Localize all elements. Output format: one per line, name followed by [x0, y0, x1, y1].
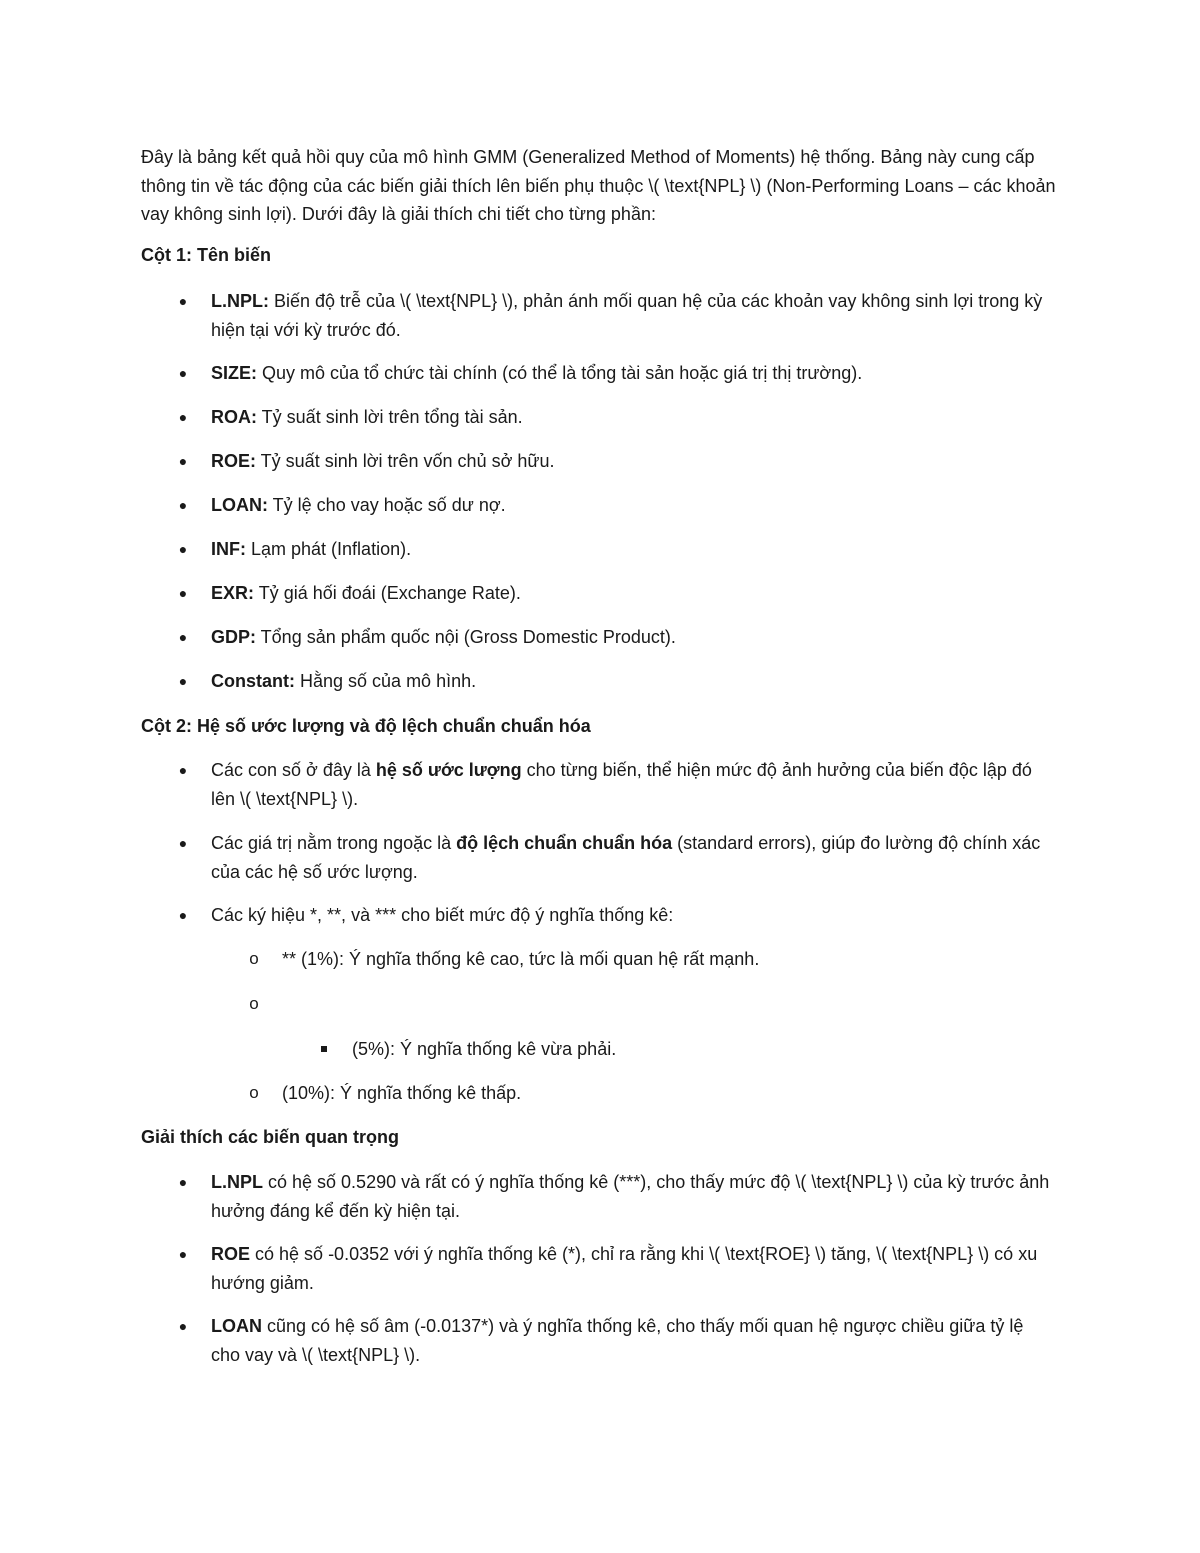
list-item — [178, 491, 1051, 520]
term-label: L.NPL: — [211, 291, 269, 311]
item-text: có hệ số 0.5290 và rất có ý nghĩa thống kê (***), cho thấy mức độ \( \text{NPL} \) của kỳ trước ảnh hưởng đáng kể đến kỳ hiện tại. — [211, 1172, 1050, 1221]
list-item — [178, 535, 1051, 564]
item-text: Lạm phát (Inflation). — [246, 539, 412, 559]
bullet-icon: ● — [178, 907, 188, 923]
list-item — [178, 287, 1051, 344]
bullet-icon: ● — [178, 835, 188, 851]
term-label: ROE: — [211, 451, 256, 471]
term-label: EXR: — [211, 583, 255, 603]
item-text: có hệ số -0.0352 với ý nghĩa thống kê (*), chỉ ra rằng khi \( \text{ROE} \) tăng, \( \text{NPL} \) có xu hướng giảm. — [211, 1244, 1038, 1293]
sub-list-item — [249, 945, 1042, 973]
item-text: Quy mô của tổ chức tài chính (có thể là tổng tài sản hoặc giá trị thị trường). — [257, 363, 863, 383]
item-text: Tổng sản phẩm quốc nội (Gross Domestic Product). — [256, 627, 676, 647]
sub-sub-list-item — [352, 1035, 1042, 1063]
list-item — [178, 447, 1051, 476]
list-item — [178, 901, 1051, 930]
item-text: Biến độ trễ của \( \text{NPL} \), phản ánh mối quan hệ của các khoản vay không sinh lợi trong kỳ hiện tại với kỳ trước đó. — [211, 291, 1043, 340]
bullet-icon: ● — [178, 1246, 188, 1262]
list-item — [178, 359, 1051, 388]
item-text: Các con số ở đây là — [211, 760, 376, 780]
item-text: ** (1%): Ý nghĩa thống kê cao, tức là mối quan hệ rất mạnh. — [282, 949, 760, 969]
item-text: Tỷ suất sinh lời trên tổng tài sản. — [257, 407, 523, 427]
section3-heading: Giải thích các biến quan trọng — [141, 1127, 400, 1147]
term-label: SIZE: — [211, 363, 258, 383]
term-label: L.NPL — [211, 1172, 263, 1192]
term-label: GDP: — [211, 627, 256, 647]
list-item — [178, 403, 1051, 432]
term-label: ROA: — [211, 407, 257, 427]
bold-term: hệ số ước lượng — [375, 760, 522, 780]
bullet-icon: ● — [178, 585, 188, 601]
term-label: LOAN — [211, 1316, 262, 1336]
bullet-icon: ● — [178, 365, 188, 381]
list-item — [178, 579, 1051, 608]
square-bullet-icon — [321, 1046, 327, 1052]
item-text: cho từng biến, thể hiện mức độ ảnh hưởng của biến độc lập đó lên \( \text{NPL} \). — [211, 760, 1032, 809]
circle-bullet-icon: o — [249, 1083, 259, 1102]
item-text: Tỷ lệ cho vay hoặc số dư nợ. — [268, 495, 506, 515]
intro-paragraph: Đây là bảng kết quả hồi quy của mô hình GMM (Generalized Method of Moments) hệ thống. Bảng này cung cấp thông tin về tác động của các biến giải thích lên biến phụ thuộc \( \text{NPL} \) (Non-Performing Loans – các khoản vay không sinh lợi). Dưới đây là giải thích chi tiết cho từng phần: — [141, 147, 1056, 224]
item-text: (5%): Ý nghĩa thống kê vừa phải. — [352, 1039, 617, 1059]
item-text: Các ký hiệu *, **, và *** cho biết mức độ ý nghĩa thống kê: — [211, 905, 674, 925]
term-label: INF: — [211, 539, 246, 559]
item-text: (10%): Ý nghĩa thống kê thấp. — [282, 1083, 522, 1103]
bold-term: độ lệch chuẩn chuẩn hóa — [456, 833, 673, 853]
bullet-icon: ● — [178, 541, 188, 557]
bullet-icon: ● — [178, 673, 188, 689]
circle-bullet-icon: o — [249, 994, 259, 1013]
list-item — [178, 1312, 1051, 1369]
item-text: cũng có hệ số âm (-0.0137*) và ý nghĩa thống kê, cho thấy mối quan hệ ngược chiều giữa tỷ lệ cho vay và \( \text{NPL} \). — [211, 1316, 1024, 1365]
item-text: Hằng số của mô hình. — [295, 671, 477, 691]
list-item — [178, 1168, 1051, 1225]
item-text: Các giá trị nằm trong ngoặc là — [211, 833, 457, 853]
list-item — [178, 1240, 1051, 1297]
sub-list-item — [249, 1079, 1042, 1107]
term-label: Constant: — [211, 671, 295, 691]
section1-heading: Cột 1: Tên biến — [141, 245, 271, 265]
bullet-icon: ● — [178, 409, 188, 425]
list-item — [178, 623, 1051, 652]
list-item — [178, 829, 1051, 886]
item-text: Tỷ giá hối đoái (Exchange Rate). — [254, 583, 521, 603]
list-item — [178, 667, 1051, 696]
bullet-icon: ● — [178, 762, 188, 778]
circle-bullet-icon: o — [249, 949, 259, 968]
bullet-icon: ● — [178, 293, 188, 309]
item-text: Tỷ suất sinh lời trên vốn chủ sở hữu. — [256, 451, 555, 471]
list-item — [178, 756, 1051, 813]
section2-heading: Cột 2: Hệ số ước lượng và độ lệch chuẩn chuẩn hóa — [141, 716, 591, 736]
bullet-icon: ● — [178, 497, 188, 513]
bullet-icon: ● — [178, 1174, 188, 1190]
term-label: LOAN: — [211, 495, 268, 515]
term-label: ROE — [211, 1244, 251, 1264]
item-text: (standard errors), giúp đo lường độ chính xác của các hệ số ước lượng. — [211, 833, 1041, 882]
bullet-icon: ● — [178, 629, 188, 645]
bullet-icon: ● — [178, 453, 188, 469]
bullet-icon: ● — [178, 1318, 188, 1334]
